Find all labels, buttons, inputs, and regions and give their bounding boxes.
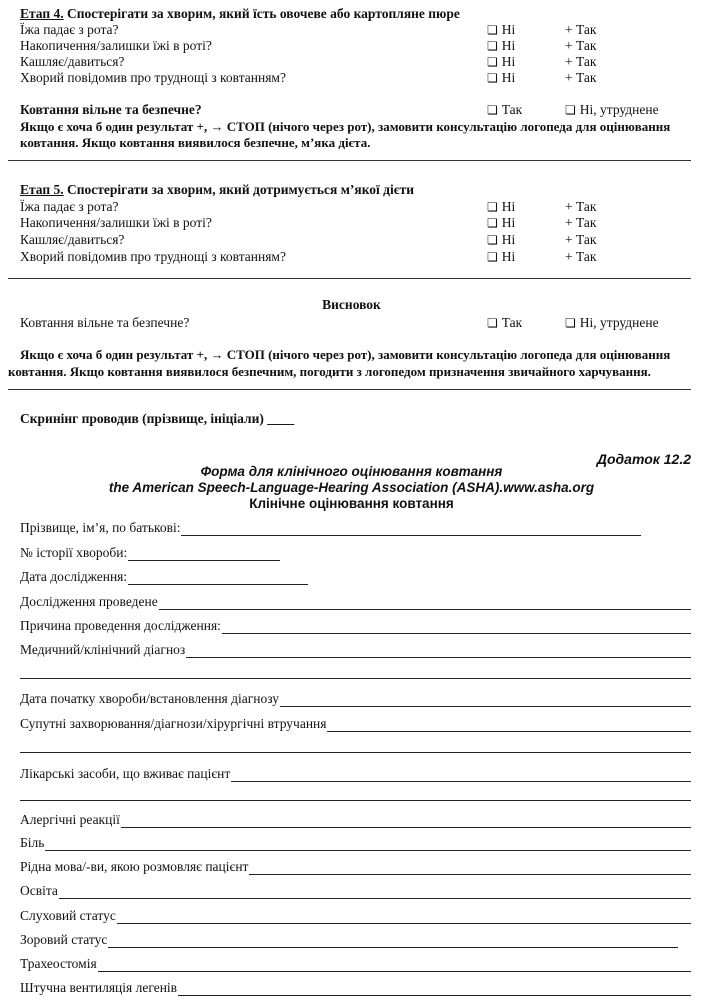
field-hearing-label: Слуховий статус [20, 908, 116, 923]
stage4-instruction-line2: ковтання. Якщо ковтання виявилося безпечне, м’яка дієта. [20, 135, 371, 150]
field-pain-label: Біль [20, 835, 45, 850]
stage5-q1-yes: + Так [565, 199, 597, 214]
field-reason-label: Причина проведення дослідження: [20, 618, 221, 633]
stage5-q1-no-checkbox[interactable]: ❏ Ні [487, 199, 515, 215]
conclusion-safe-yes-checkbox[interactable]: ❏ Так [487, 315, 522, 331]
field-language-label: Рідна мова/-ви, якою розмовляє пацієнт [20, 859, 249, 874]
stage4-q4-no-checkbox[interactable]: ❏ Ні [487, 70, 515, 86]
stage5-q3-yes: + Так [565, 232, 597, 247]
field-meds-label: Лікарські засоби, що вживає пацієнт [20, 766, 231, 781]
stage4-heading [20, 6, 460, 22]
field-ventilation-label: Штучна вентиляція легенів [20, 980, 178, 995]
stage4-instruction-line1: Якщо є хоча б один результат +, → СТОП (нічого через рот), замовити консультацію логопеда для оцінювання [20, 119, 671, 134]
field-ventilation-line[interactable] [178, 983, 691, 996]
field-allergy[interactable] [20, 812, 691, 828]
field-tracheostomy[interactable] [20, 956, 691, 972]
field-vision-line[interactable] [108, 935, 678, 948]
field-comorbid-extra-line[interactable] [20, 752, 691, 753]
conclusion-instruction-line1: Якщо є хоча б один результат +, → СТОП (нічого через рот), замовити консультацію логопеда для оцінювання [20, 347, 671, 362]
field-language-line[interactable] [249, 862, 691, 875]
stage4-q3-yes: + Так [565, 54, 597, 69]
stage4-q3-no-checkbox[interactable]: ❏ Ні [487, 54, 515, 70]
stage4-q4-yes: + Так [565, 70, 597, 85]
field-diagnosis[interactable] [20, 642, 691, 658]
field-vision[interactable] [20, 932, 678, 948]
field-name-label: Прізвище, ім’я, по батькові: [20, 520, 181, 535]
stage5-q3: Кашляє/давиться? [20, 232, 125, 247]
field-name-line[interactable] [181, 523, 641, 536]
stage4-q3: Кашляє/давиться? [20, 54, 125, 69]
field-reason-line[interactable] [222, 621, 691, 634]
stage5-q2: Накопичення/залишки їжі в роті? [20, 215, 212, 230]
stage4-q2-no-checkbox[interactable]: ❏ Ні [487, 38, 515, 54]
field-exam-date[interactable] [20, 569, 308, 585]
field-exam-date-label: Дата дослідження: [20, 569, 128, 584]
field-diagnosis-line[interactable] [186, 645, 691, 658]
screener-signature: Скринінг проводив (прізвище, ініціали) ____ [20, 411, 295, 426]
stage5-q4-no-checkbox[interactable]: ❏ Ні [487, 249, 515, 265]
separator-2 [8, 278, 691, 279]
stage4-safe-yes-checkbox[interactable]: ❏ Так [487, 102, 522, 118]
field-allergy-label: Алергічні реакції [20, 812, 120, 827]
stage4-q1-yes: + Так [565, 22, 597, 37]
field-onset[interactable] [20, 691, 691, 707]
field-onset-line[interactable] [280, 694, 691, 707]
field-hearing-line[interactable] [117, 911, 691, 924]
stage5-q2-yes: + Так [565, 215, 597, 230]
conclusion-instruction-line2: ковтання. Якщо ковтання виявилося безпечним, погодити з логопедом призначення звичайного харчування. [8, 364, 651, 379]
field-education-label: Освіта [20, 883, 58, 898]
field-ventilation[interactable] [20, 980, 691, 996]
conclusion-safe-no-checkbox[interactable]: ❏ Ні, утруднене [565, 315, 659, 331]
field-diagnosis-extra-line[interactable] [20, 678, 691, 679]
appendix-title-line2: the American Speech-Language-Hearing Association (ASHA).www.asha.org [108, 480, 595, 495]
field-meds-line[interactable] [231, 769, 691, 782]
field-history-line[interactable] [128, 548, 280, 561]
stage4-q1-no-checkbox[interactable]: ❏ Ні [487, 22, 515, 38]
field-tracheostomy-label: Трахеостомія [20, 956, 97, 971]
stage5-label: Етап 5. [20, 182, 64, 197]
field-vision-label: Зоровий статус [20, 932, 108, 947]
field-comorbid-label: Супутні захворювання/діагнози/хірургічні втручання [20, 716, 327, 731]
stage4-q4: Хворий повідомив про труднощі з ковтанням? [20, 70, 286, 85]
field-allergy-line[interactable] [121, 815, 691, 828]
field-history[interactable] [20, 545, 280, 561]
stage5-q3-no-checkbox[interactable]: ❏ Ні [487, 232, 515, 248]
stage5-heading [20, 182, 414, 198]
stage4-q2: Накопичення/залишки їжі в роті? [20, 38, 212, 53]
stage4-label: Етап 4. [20, 6, 64, 21]
stage4-q1: Їжа падає з рота? [20, 22, 119, 37]
stage4-title: Спостерігати за хворим, який їсть овочеве або картопляне пюре [67, 6, 460, 21]
field-reason[interactable] [20, 618, 691, 634]
field-pain-line[interactable] [45, 838, 691, 851]
field-exam-date-line[interactable] [128, 572, 308, 585]
field-performed-line[interactable] [159, 597, 691, 610]
stage4-safe-question: Ковтання вільне та безпечне? [20, 102, 202, 117]
field-pain[interactable] [20, 835, 691, 851]
appendix-title-line1: Форма для клінічного оцінювання ковтання [200, 464, 503, 479]
stage5-q2-no-checkbox[interactable]: ❏ Ні [487, 215, 515, 231]
stage5-q4: Хворий повідомив про труднощі з ковтанням? [20, 249, 286, 264]
field-history-label: № історії хвороби: [20, 545, 128, 560]
conclusion-safe-question: Ковтання вільне та безпечне? [20, 315, 190, 330]
field-education-line[interactable] [59, 886, 691, 899]
field-name[interactable] [20, 520, 641, 536]
field-language[interactable] [20, 859, 691, 875]
appendix-subtitle: Клінічне оцінювання ковтання [249, 496, 454, 511]
field-comorbid[interactable] [20, 716, 691, 732]
separator-1 [8, 160, 691, 161]
field-performed[interactable] [20, 594, 691, 610]
stage4-q2-yes: + Так [565, 38, 597, 53]
field-meds[interactable] [20, 766, 691, 782]
field-performed-label: Дослідження проведене [20, 594, 158, 609]
stage5-q1: Їжа падає з рота? [20, 199, 119, 214]
stage4-safe-no-checkbox[interactable]: ❏ Ні, утруднене [565, 102, 659, 118]
separator-3 [8, 389, 691, 390]
stage5-title: Спостерігати за хворим, який дотримується м’якої дієти [67, 182, 414, 197]
conclusion-heading: Висновок [322, 297, 381, 312]
field-meds-extra-line[interactable] [20, 800, 691, 801]
stage5-q4-yes: + Так [565, 249, 597, 264]
field-hearing[interactable] [20, 908, 691, 924]
field-tracheostomy-line[interactable] [98, 959, 691, 972]
field-comorbid-line[interactable] [327, 719, 691, 732]
field-diagnosis-label: Медичний/клінічний діагноз [20, 642, 186, 657]
field-education[interactable] [20, 883, 691, 899]
appendix-number: Додаток 12.2 [596, 451, 691, 467]
field-onset-label: Дата початку хвороби/встановлення діагнозу [20, 691, 280, 706]
